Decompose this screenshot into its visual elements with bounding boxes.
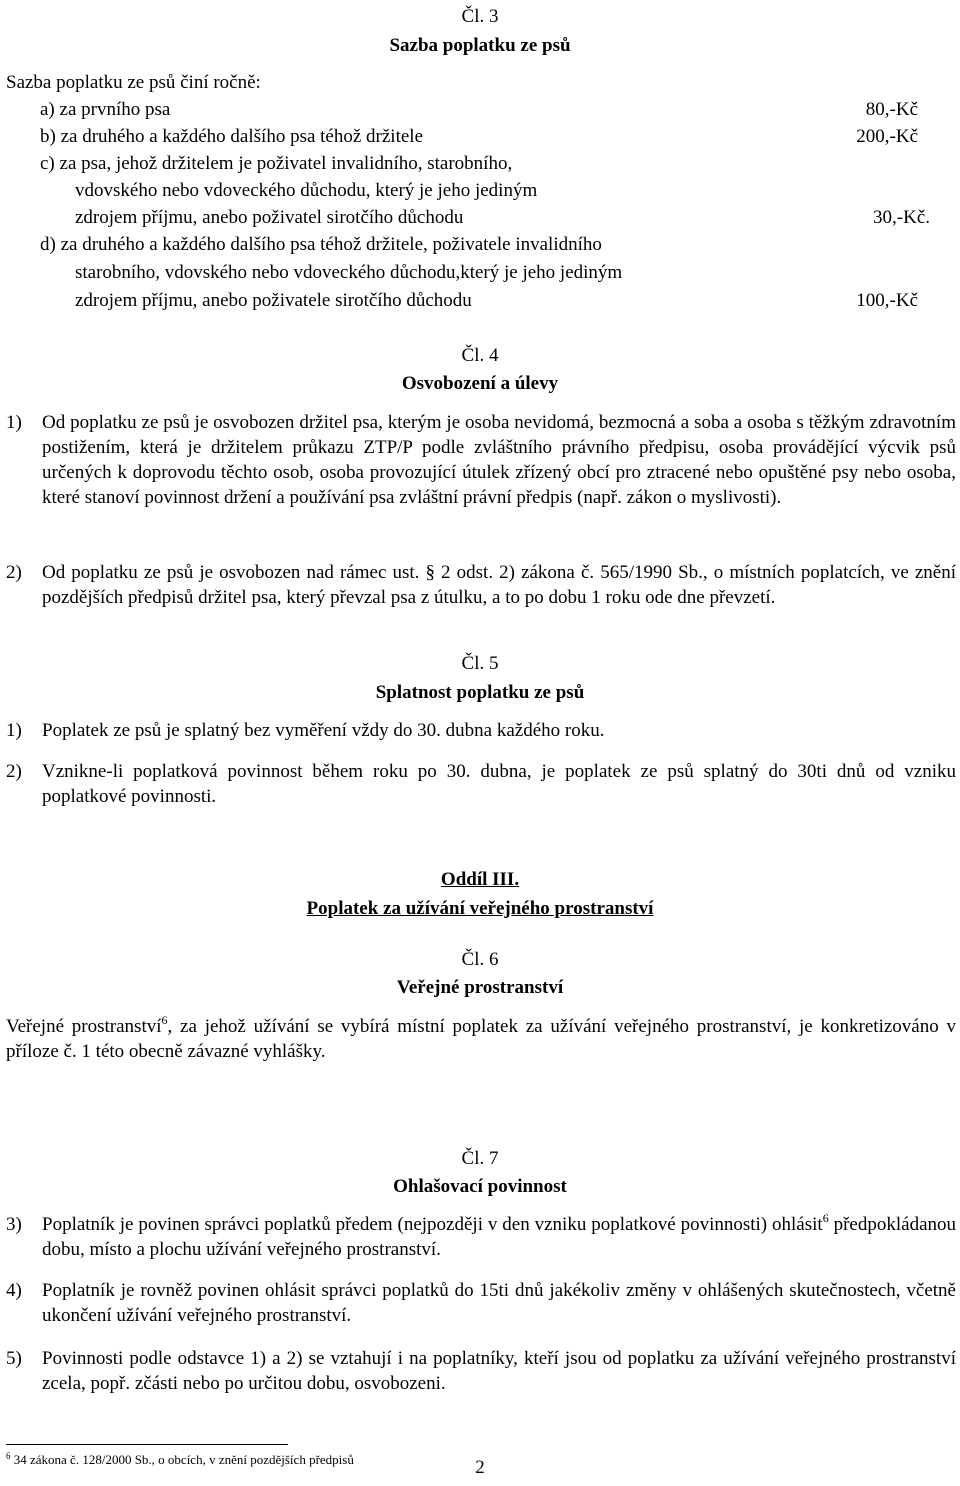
fee-label: c) za psa, jehož držitelem je poživatel invalidního, starobního, — [40, 153, 513, 174]
art7-p5-text: Povinnosti podle odstavce 1) a 2) se vztahují i na poplatníky, kteří jsou od poplatku za užívání veřejného prostranství zcela, popř. zčásti nebo po určitou dobu, osvobozeni. — [42, 1348, 956, 1394]
art5-p1-text: Poplatek ze psů je splatný bez vyměření vždy do 30. dubna každého roku. — [42, 720, 605, 741]
art4-p2-text: Od poplatku ze psů je osvobozen nad rámec ust. § 2 odst. 2) zákona č. 565/1990 Sb., o místních poplatcích, ve znění pozdějších předpisů držitel psa, který převzal psa z útulku, a to po dobu 1 roku ode dne převzetí. — [42, 562, 956, 608]
art5-title: Splatnost poplatku ze psů — [375, 682, 585, 703]
art7-p5-number: 5) — [6, 1348, 22, 1369]
footnote-separator — [6, 1444, 288, 1445]
fee-amount: 80,-Kč — [865, 99, 918, 120]
page-number: 2 — [475, 1457, 485, 1478]
footnote-ref: 6 — [161, 1013, 168, 1027]
fee-label: b) za druhého a každého dalšího psa téhož držitele — [40, 126, 424, 147]
art5-p2-number: 2) — [6, 761, 22, 782]
art7-title: Ohlašovací povinnost — [393, 1176, 567, 1197]
section3-title: Poplatek za užívání veřejného prostranství — [306, 898, 654, 919]
art5-heading: Čl. 5 — [461, 653, 499, 674]
fee-label: starobního, vdovského nebo vdoveckého důchodu,který je jeho jediným — [75, 262, 623, 283]
fee-item-a — [0, 97, 960, 122]
fee-label: zdrojem příjmu, anebo poživatele sirotčího důchodu — [75, 290, 472, 311]
art4-heading: Čl. 4 — [461, 345, 499, 366]
art7-p4-number: 4) — [6, 1280, 22, 1301]
art7-p3-text: Poplatník je povinen správci poplatků předem (nejpozději v den vzniku poplatkové povinnosti) ohlásit$^6$ předpokládanou dobu, místo a plochu užívání veřejného prostranství. — [42, 1211, 957, 1260]
fee-amount: 100,-Kč — [856, 290, 918, 311]
fee-amount: 200,-Kč — [856, 126, 918, 147]
art6-heading: Čl. 6 — [461, 949, 499, 970]
art3-intro: Sazba poplatku ze psů činí ročně: — [6, 72, 261, 93]
art7-p3-number: 3) — [6, 1214, 22, 1235]
art6-text: Veřejné prostranství$^6$, za jehož užívání se vybírá místní poplatek za užívání veřejného prostranství, je konkretizováno v příloze č. 1 této obecně závazné vyhlášky. — [6, 1013, 956, 1062]
art7-p4-text: Poplatník je rovněž povinen ohlásit správci poplatků do 15ti dnů jakékoliv změny v ohlášených skutečnostech, včetně ukončení užívání veřejného prostranství. — [42, 1280, 956, 1326]
art3-title: Sazba poplatku ze psů — [389, 35, 571, 56]
art7-heading: Čl. 7 — [461, 1148, 499, 1169]
art4-p1-text: Od poplatku ze psů je osvobozen držitel psa, kterým je osoba nevidomá, bezmocná a soba a osoba s těžkým zdravotním postižením, která je držitelem průkazu ZTP/P podle zvláštního právního předpisu, osoba provádějící výcvik psů určených k doprovodu těchto osob, osoba provozující útulek zřízený obcí pro ztracené nebo opuštěné psy nebo osoba, které stanoví povinnost držení a používání psa zvláštní právní předpis (např. zákon o myslivosti). — [42, 412, 956, 508]
footnote — [6, 1452, 354, 1468]
art5-p2-text: Vznikne-li poplatková povinnost během roku po 30. dubna, je poplatek ze psů splatný do 30ti dnů od vzniku poplatkové povinnosti. — [42, 761, 956, 807]
fee-amount: 30,-Kč. — [873, 207, 930, 228]
fee-label: zdrojem příjmu, anebo poživatel sirotčího důchodu — [75, 207, 464, 228]
fee-label: d) za druhého a každého dalšího psa téhož držitele, poživatele invalidního — [40, 234, 602, 255]
footnote-ref: 6 — [822, 1211, 829, 1225]
art4-p1-number: 1) — [6, 412, 22, 433]
art4-p2-number: 2) — [6, 562, 22, 583]
footnote-number: 6 — [6, 1451, 11, 1461]
art4-title: Osvobození a úlevy — [401, 373, 559, 394]
section3-heading: Oddíl III. — [440, 869, 520, 890]
art6-title: Veřejné prostranství — [396, 977, 564, 998]
art5-p1-number: 1) — [6, 720, 22, 741]
fee-item-b — [0, 124, 960, 149]
art3-heading: Čl. 3 — [461, 6, 499, 27]
footnote-text: 34 zákona č. 128/2000 Sb., o obcích, v znění pozdějších předpisů — [10, 1452, 354, 1467]
fee-label: vdovského nebo vdoveckého důchodu, který je jeho jediným — [75, 180, 538, 201]
fee-label: a) za prvního psa — [40, 99, 171, 120]
